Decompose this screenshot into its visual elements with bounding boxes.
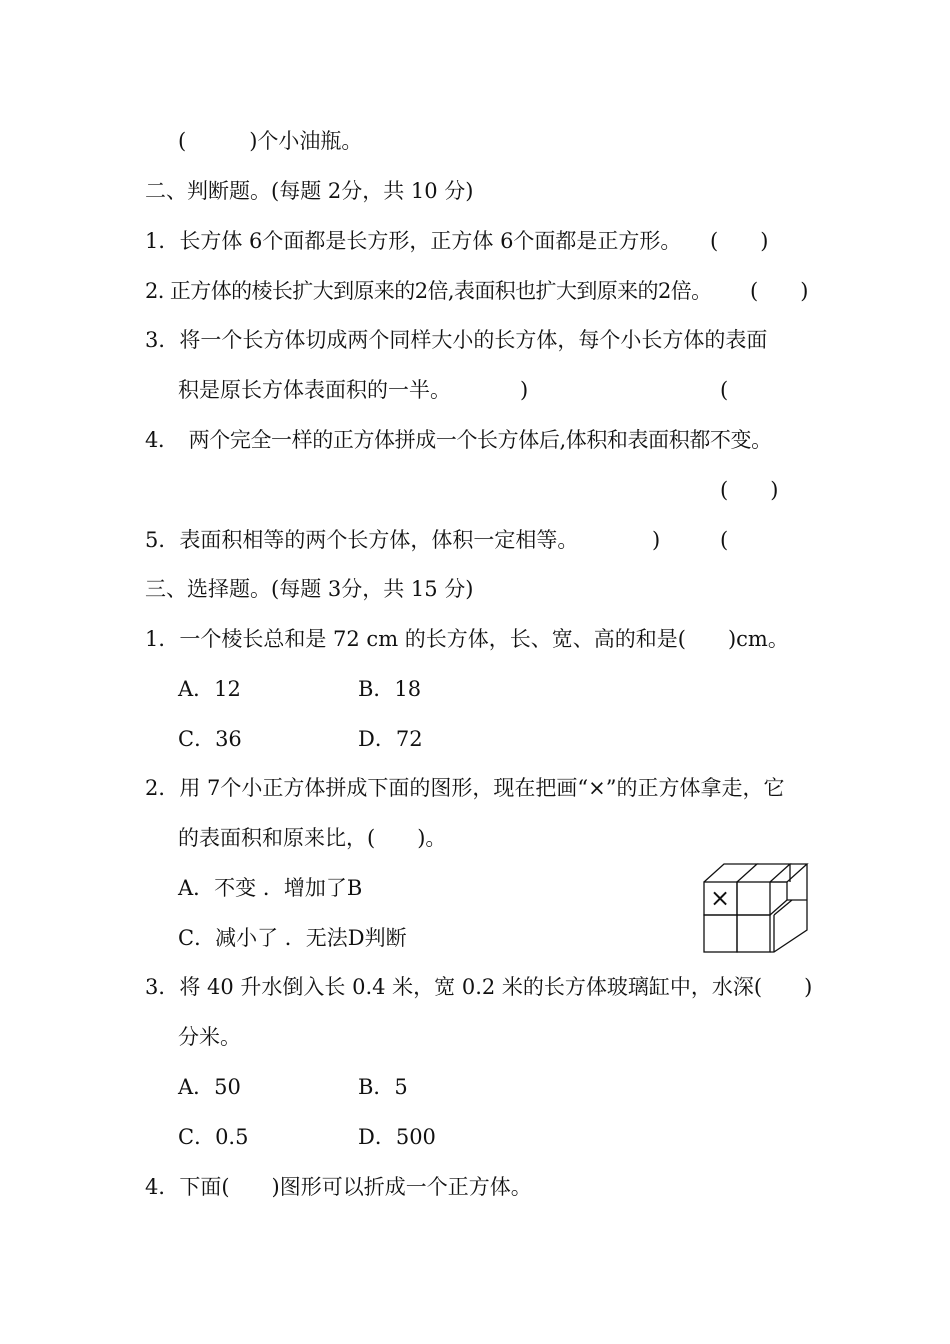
- prev-question-tail: ( )个小油瓶。: [178, 129, 363, 153]
- s2-q5-paren-open[interactable]: (: [720, 528, 729, 552]
- s3-q1-option-c[interactable]: C．36: [178, 727, 242, 751]
- s3-q3-line1: 3．将 40 升水倒入长 0.4 米，宽 0.2 米的长方体玻璃缸中，水深( ): [145, 975, 813, 999]
- s3-q2-line2: 的表面积和原来比，( )。: [178, 826, 447, 850]
- s3-q3-line2: 分米。: [178, 1025, 241, 1049]
- front-cube-top-right: [737, 882, 770, 915]
- s2-q4-answer-paren[interactable]: ( ): [720, 478, 779, 502]
- s2-q2-answer-paren[interactable]: ( ): [750, 279, 809, 303]
- s2-q1-text: 1．长方体 6个面都是长方形，正方体 6个面都是正方形。: [145, 229, 682, 253]
- s3-q3-option-d[interactable]: D．500: [358, 1125, 436, 1149]
- s2-q3-line1: 3．将一个长方体切成两个同样大小的长方体，每个小长方体的表面: [145, 328, 768, 352]
- s3-q2-option-a-b[interactable]: A．不变 ．增加了B: [178, 876, 363, 900]
- s3-q3-option-a[interactable]: A．50: [178, 1075, 241, 1099]
- s3-q3-option-c[interactable]: C．0.5: [178, 1125, 249, 1149]
- s2-q3-line2: 积是原长方体表面积的一半。: [178, 378, 451, 402]
- s3-q4-text: 4．下面( )图形可以折成一个正方体。: [145, 1175, 532, 1199]
- removed-cube-mark: ×: [709, 884, 731, 912]
- top-face-left: [704, 864, 757, 882]
- s2-q2-text: 2. 正方体的棱长扩大到原来的2倍,表面积也扩大到原来的2倍。: [145, 279, 712, 303]
- section-3-title: 三、选择题。(每题 3分，共 15 分): [145, 577, 474, 601]
- s3-q1-option-d[interactable]: D．72: [358, 727, 423, 751]
- cube-stack-figure: [700, 858, 812, 956]
- s3-q3-option-b[interactable]: B．5: [358, 1075, 408, 1099]
- s2-q1-answer-paren[interactable]: ( ): [710, 229, 769, 253]
- section-2-title: 二、判断题。(每题 2分，共 10 分): [145, 179, 474, 203]
- s2-q3-paren-open[interactable]: (: [720, 378, 729, 402]
- s3-q2-option-c-d[interactable]: C．减小了 ．无法D判断: [178, 926, 407, 950]
- s3-q1-option-b[interactable]: B．18: [358, 677, 422, 701]
- front-cube-bottom-right: [737, 915, 770, 952]
- s3-q2-line1: 2．用 7个小正方体拼成下面的图形，现在把画“×”的正方体拿走，它: [145, 776, 785, 800]
- front-cube-bottom-left: [704, 915, 737, 952]
- s2-q3-paren-close[interactable]: ): [520, 378, 529, 402]
- side-edge-6: [774, 900, 792, 915]
- s3-q1-option-a[interactable]: A．12: [178, 677, 241, 701]
- s3-q1-text: 1．一个棱长总和是 72 cm 的长方体，长、宽、高的和是( )cm。: [145, 627, 789, 651]
- top-face-mid: [757, 864, 790, 882]
- side-edge-3: [770, 900, 787, 915]
- top-face-right: [770, 864, 807, 882]
- s2-q5-paren-close[interactable]: ): [652, 528, 661, 552]
- s2-q4-text: 4． 两个完全一样的正方体拼成一个长方体后,体积和表面积都不变。: [145, 428, 772, 452]
- s2-q5-text: 5．表面积相等的两个长方体，体积一定相等。: [145, 528, 579, 552]
